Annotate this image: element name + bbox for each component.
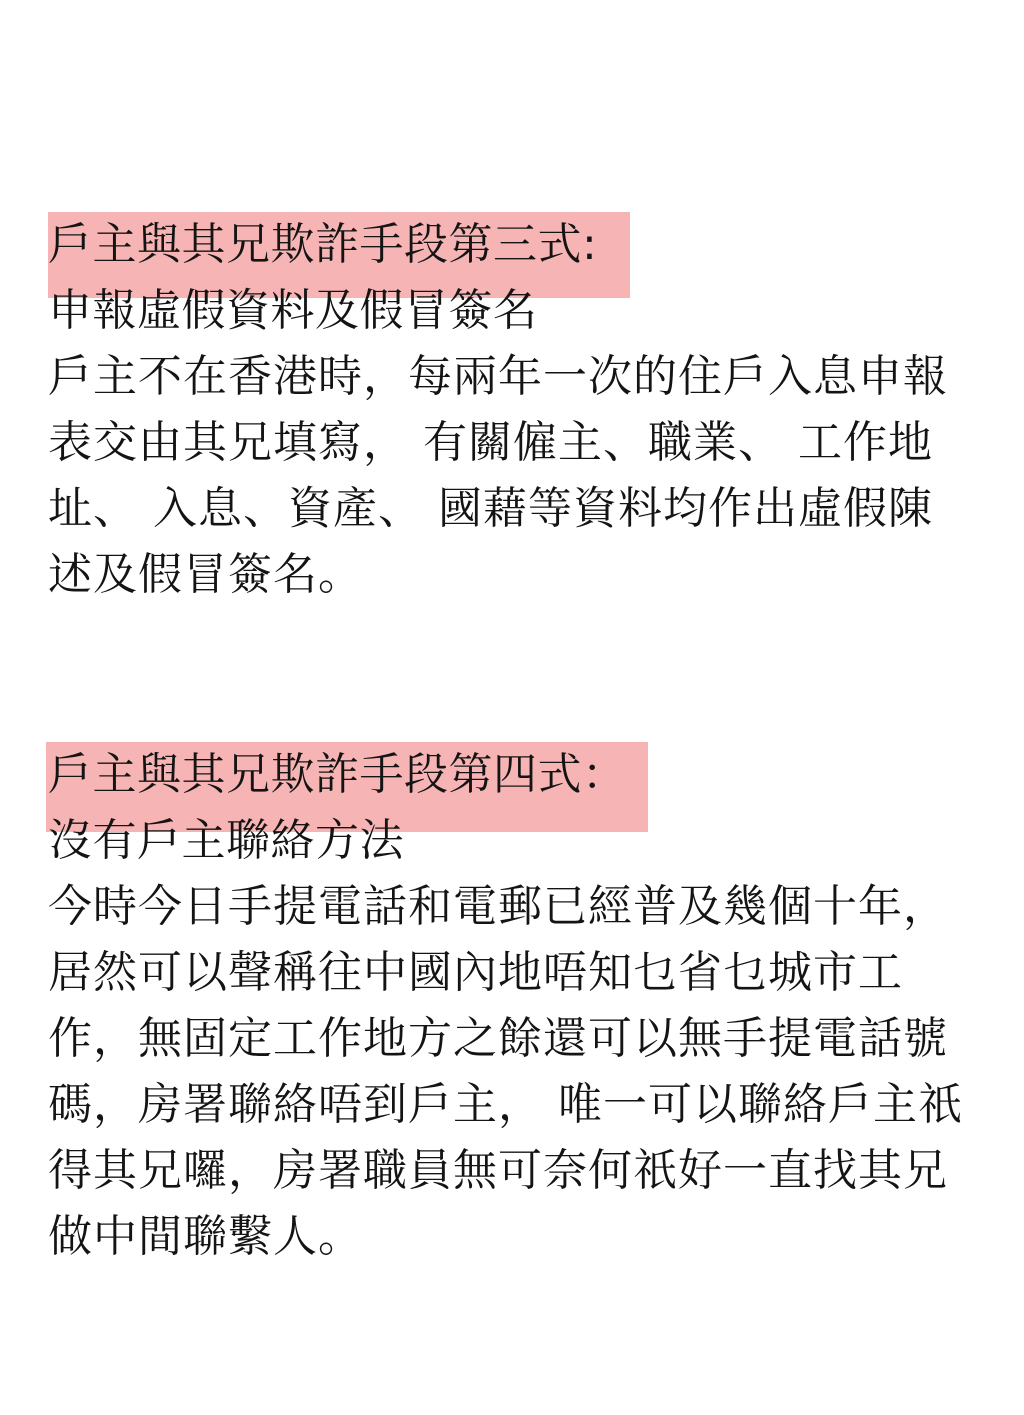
paragraph-line: 述及假冒簽名。: [48, 549, 363, 600]
paragraph-line: 戶主不在香港時，每兩年一次的住戶入息申報: [48, 351, 948, 402]
section-scheme-3: [48, 212, 998, 608]
paragraph-line: 作，無固定工作地方之餘還可以無手提電話號: [48, 1013, 948, 1064]
paragraph-line: 址、 入息、資產、 國藉等資料均作出虛假陳: [48, 483, 933, 534]
section-scheme-4: [48, 742, 998, 1270]
paragraph-line: 做中間聯繫人。: [48, 1211, 363, 1262]
paragraph-line: 碼，房署聯絡唔到戶主， 唯一可以聯絡戶主祇: [48, 1079, 963, 1130]
section-heading-subtitle: 申報虛假資料及假冒簽名: [48, 285, 538, 336]
paragraph-line: 居然可以聲稱往中國內地唔知乜省乜城市工: [48, 947, 903, 998]
section-heading-title: 戶主與其兄欺詐手段第四式：: [48, 749, 627, 800]
paragraph-line: 得其兄囉，房署職員無可奈何祇好一直找其兄: [48, 1145, 948, 1196]
paragraph-line: 表交由其兄填寫， 有關僱主、職業、 工作地: [48, 417, 933, 468]
paragraph-line: 今時今日手提電話和電郵已經普及幾個十年，: [48, 881, 948, 932]
section-heading-title: 戶主與其兄欺詐手段第三式:: [48, 219, 598, 270]
section-heading-subtitle: 沒有戶主聯絡方法: [48, 815, 404, 866]
